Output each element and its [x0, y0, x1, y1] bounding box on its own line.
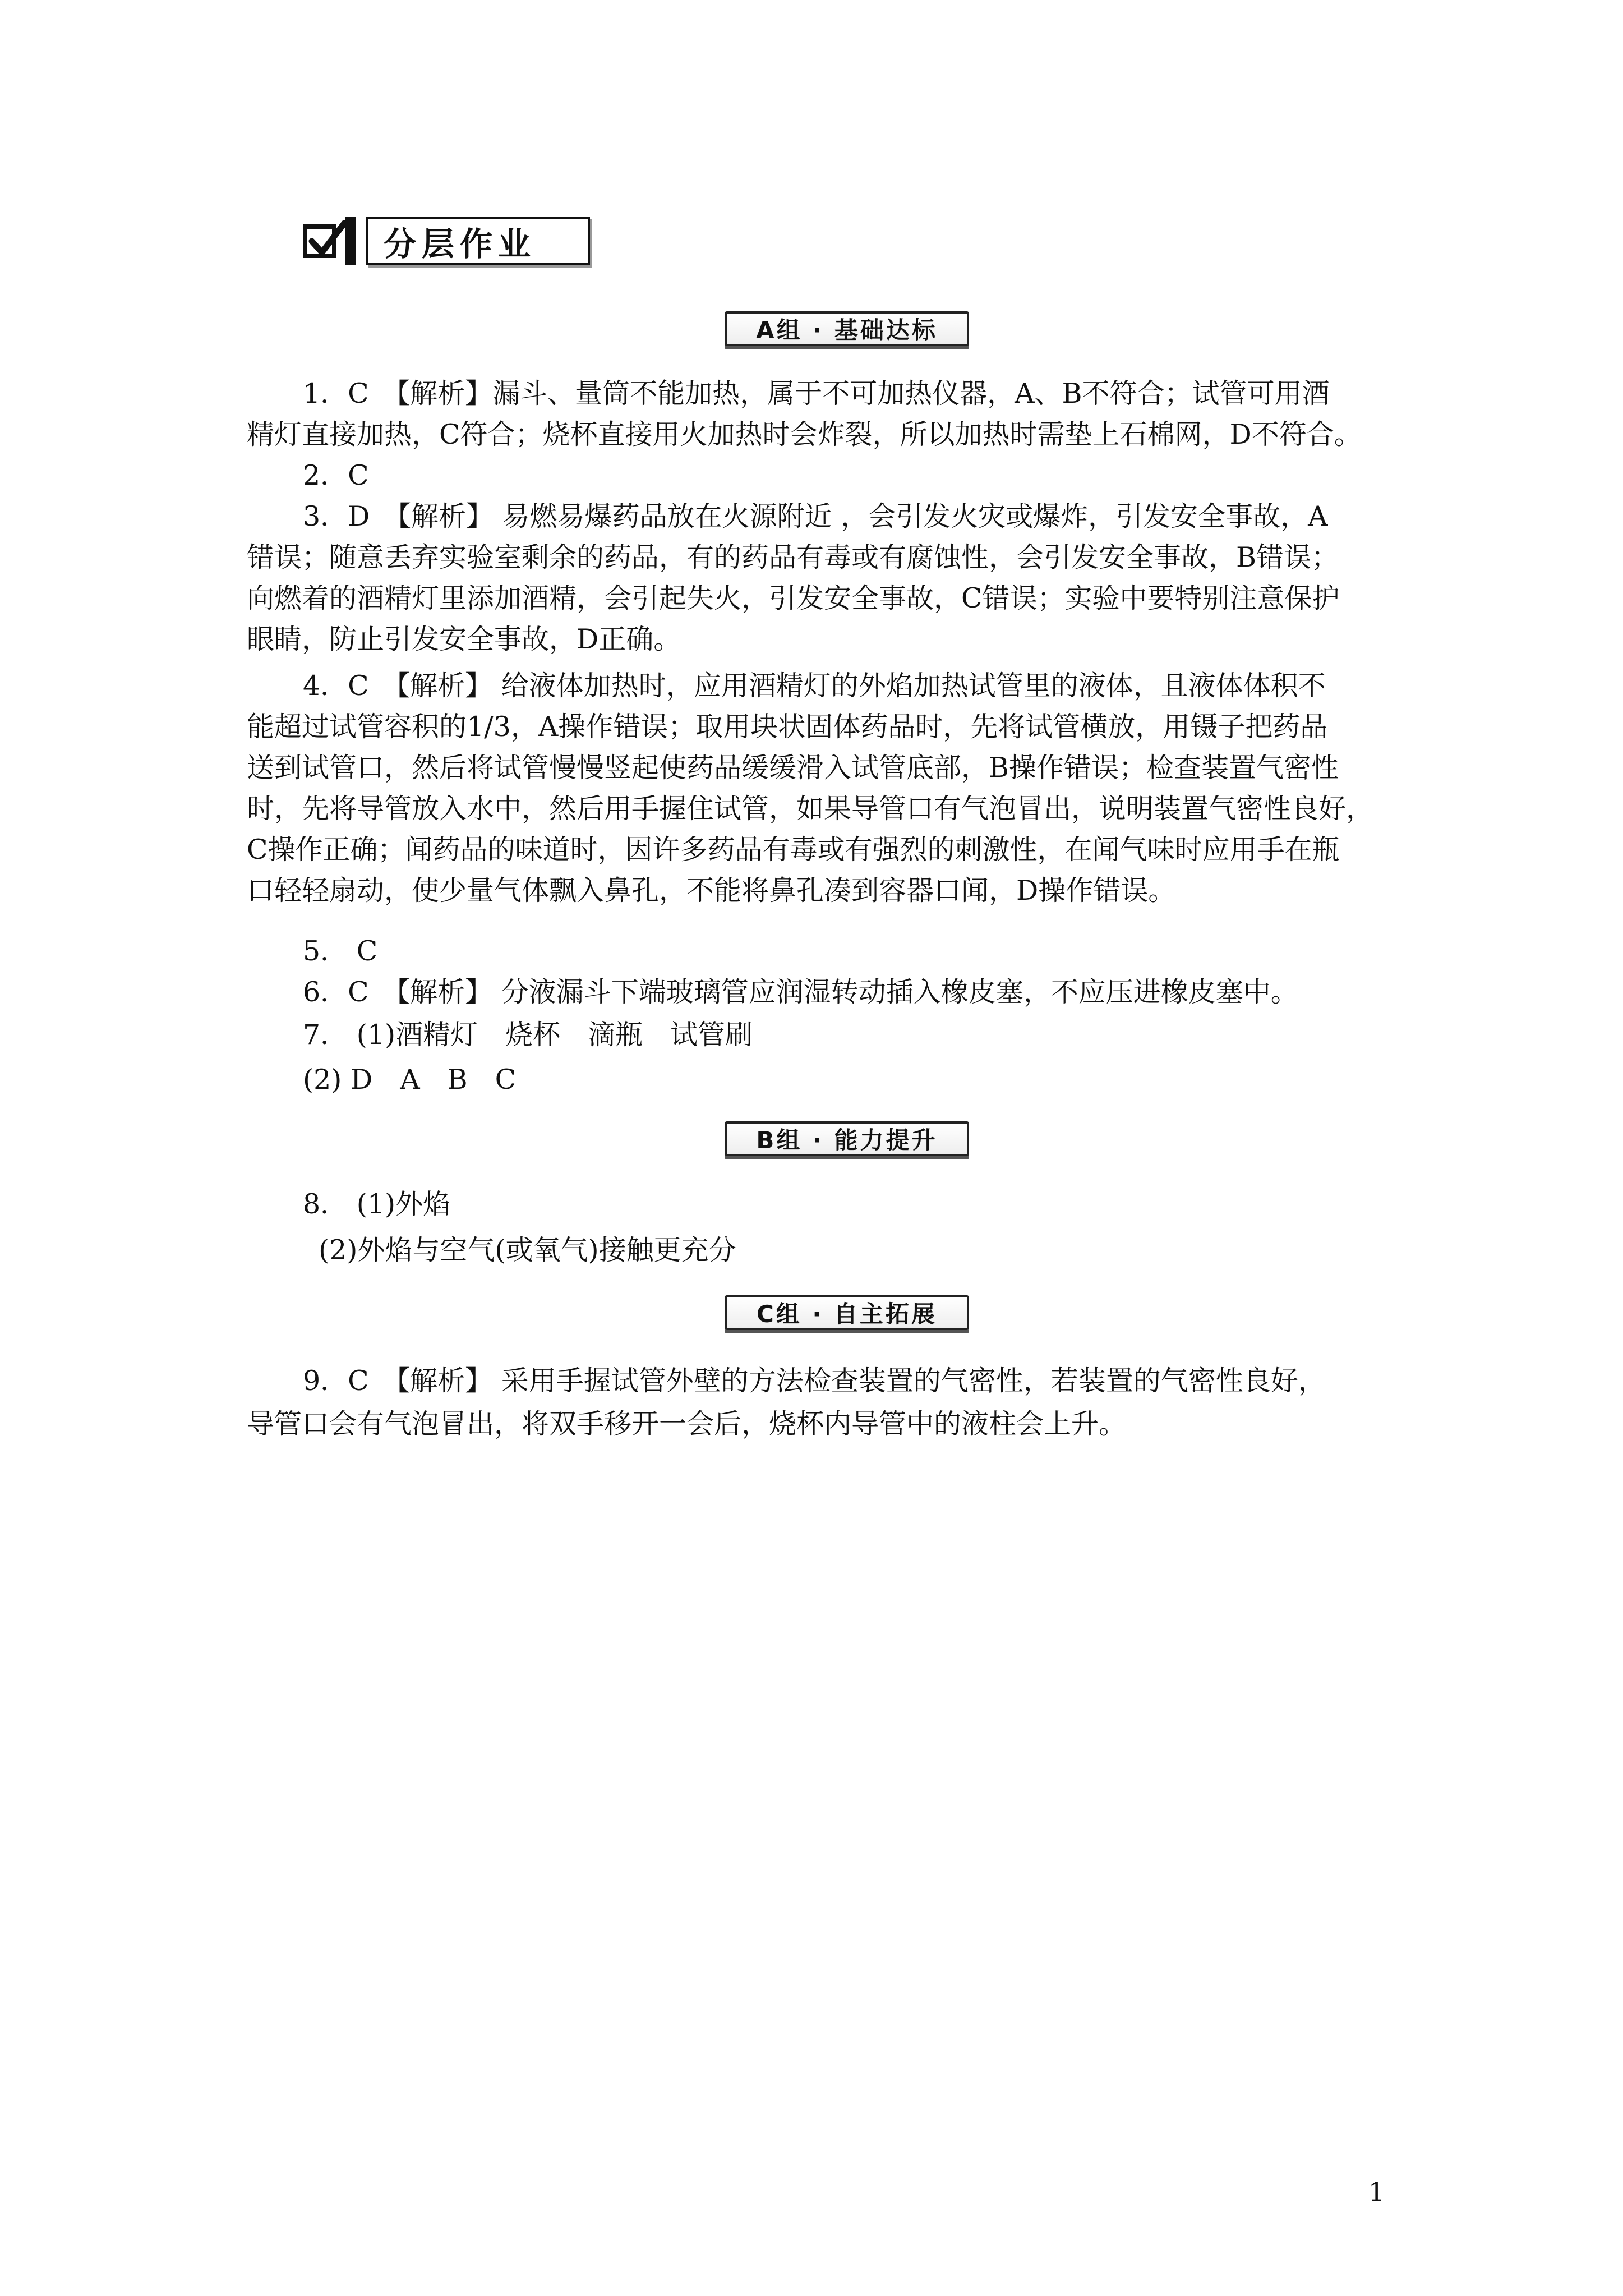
answer-line: 时，先将导管放入水中，然后用手握住试管，如果导管口有气泡冒出，说明装置气密性良好， [247, 793, 1374, 825]
group-a-label: A组 · 基础达标 [756, 316, 938, 344]
answer-line: 1．C 【解析】漏斗、量筒不能加热，属于不可加热仪器，A、B不符合；试管可用酒 [303, 378, 1330, 409]
answer-line: 9．C 【解析】 采用手握试管外壁的方法检查装置的气密性，若装置的气密性良好， [303, 1365, 1326, 1397]
checkmark-icon [304, 220, 349, 265]
answer-line: 导管口会有气泡冒出，将双手移开一会后，烧杯内导管中的液柱会上升。 [247, 1408, 1127, 1440]
group-a-tag [725, 311, 969, 346]
answer-line: 7． (1)酒精灯 烧杯 滴瓶 试管刷 [303, 1019, 753, 1051]
answer-line: 能超过试管容积的1/3，A操作错误；取用块状固体药品时，先将试管横放，用镊子把药品 [247, 711, 1328, 743]
answer-line: 口轻轻扇动，使少量气体飘入鼻孔，不能将鼻孔凑到容器口闻，D操作错误。 [247, 875, 1176, 907]
answer-line: C操作正确；闻药品的味道时，因许多药品有毒或有强烈的刺激性，在闻气味时应用手在瓶 [247, 834, 1340, 866]
page-number: 1 [1368, 2177, 1385, 2207]
answer-line: (2)外焰与空气(或氧气)接触更充分 [319, 1234, 736, 1266]
section-title: 分层作业 [384, 225, 537, 263]
answer-line: 错误；随意丢弃实验室剩余的药品，有的药品有毒或有腐蚀性，会引发安全事故，B错误； [247, 541, 1339, 573]
answer-line: 5． C [303, 935, 378, 967]
group-c-tag [725, 1295, 969, 1330]
header-title-box [366, 217, 590, 265]
answer-line: 6．C 【解析】 分液漏斗下端玻璃管应润湿转动插入橡皮塞，不应压进橡皮塞中。 [303, 976, 1298, 1008]
group-c-label: C组 · 自主拓展 [756, 1300, 938, 1328]
answer-line: 精灯直接加热，C符合；烧杯直接用火加热时会炸裂，所以加热时需垫上石棉网，D不符合。 [247, 418, 1362, 450]
answer-line: 2．C [303, 459, 369, 491]
answer-line: 3．D 【解析】 易燃易爆药品放在火源附近 ，会引发火灾或爆炸，引发安全事故，A [303, 500, 1328, 532]
section-header [303, 216, 590, 266]
checkbox-icon [303, 224, 336, 258]
answer-line: 8． (1)外焰 [303, 1188, 451, 1220]
answer-line: 眼睛，防止引发安全事故，D正确。 [247, 623, 681, 655]
answer-line: 4．C 【解析】 给液体加热时，应用酒精灯的外焰加热试管里的液体，且液体体积不 [303, 670, 1326, 702]
answer-line: (2) D A B C [303, 1064, 517, 1096]
group-b-tag [725, 1121, 969, 1156]
answer-line: 送到试管口，然后将试管慢慢竖起使药品缓缓滑入试管底部，B操作错误；检查装置气密性 [247, 752, 1339, 784]
answer-line: 向燃着的酒精灯里添加酒精，会引起失火，引发安全事故，C错误；实验中要特别注意保护 [247, 582, 1340, 614]
group-b-label: B组 · 能力提升 [756, 1126, 938, 1154]
